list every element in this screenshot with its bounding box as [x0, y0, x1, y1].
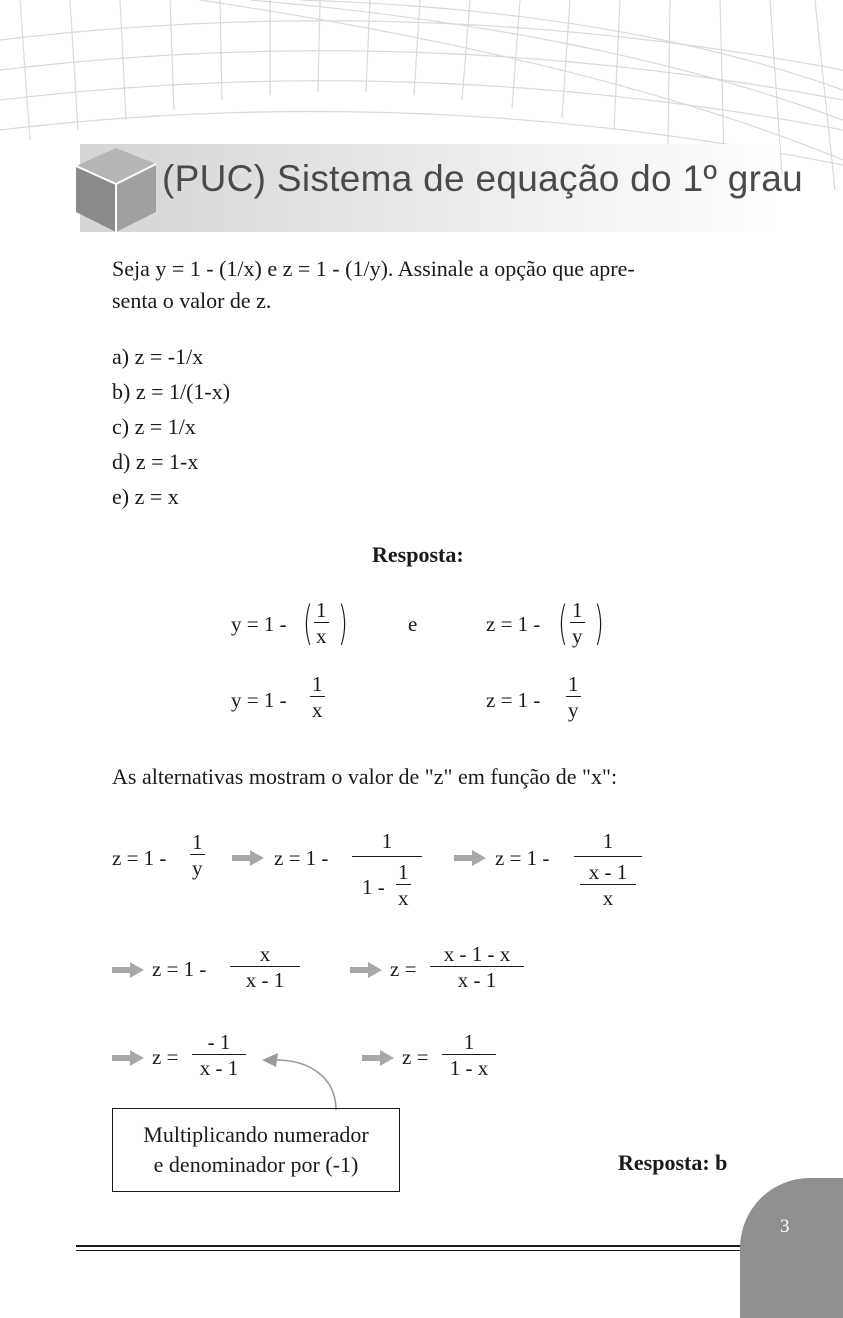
- step4-fraction: [230, 942, 300, 992]
- step5-num: x - 1 - x: [443, 942, 511, 966]
- note-line2: e denominador por (-1): [153, 1152, 359, 1177]
- step6-lhs: z =: [152, 1045, 179, 1069]
- answer-heading: Resposta:: [372, 542, 464, 567]
- step3-inner-den: x: [580, 884, 636, 910]
- row1-conjunction: e: [408, 612, 418, 636]
- explanation-text: As alternativas mostram o valor de "z" em função de "x":: [112, 764, 618, 789]
- step2-inner-num: 1: [398, 860, 409, 884]
- step4-den: x - 1: [230, 966, 300, 992]
- page-title: (PUC) Sistema de equação do 1º grau: [162, 158, 804, 199]
- step3-inner-fraction: [580, 860, 636, 910]
- cube-icon: [72, 140, 162, 236]
- row2-z-lhs: z = 1 -: [486, 688, 541, 712]
- arrow-right-icon: [350, 962, 382, 978]
- row2-y-num: 1: [312, 672, 323, 696]
- step3-main-bar: [574, 856, 642, 857]
- row1-z-close-paren: ): [594, 596, 604, 650]
- row1-z-fraction: [570, 598, 585, 648]
- option-b: b) z = 1/(1-x): [112, 379, 231, 404]
- step3-num: 1: [602, 829, 614, 853]
- step2-inner-fraction: [396, 860, 411, 910]
- row2-y-fraction: [310, 672, 325, 722]
- row1-y-fraction: [314, 598, 329, 648]
- option-c: c) z = 1/x: [112, 414, 196, 439]
- row1-y-lhs: y = 1 -: [231, 612, 287, 636]
- arrow-right-icon: [362, 1050, 394, 1066]
- row1-y-num: 1: [316, 598, 327, 622]
- step7-num: 1: [463, 1030, 475, 1054]
- row2-y-den: x: [312, 698, 323, 722]
- step1-lhs: z = 1 -: [112, 846, 167, 870]
- step2-lhs: z = 1 -: [274, 846, 329, 870]
- step2-main-bar: [352, 856, 422, 857]
- step1-fraction: [190, 830, 205, 880]
- row1-y-open-paren: (: [303, 596, 313, 650]
- row2-z-num: 1: [568, 672, 579, 696]
- step4-lhs: z = 1 -: [152, 957, 207, 981]
- arrow-right-icon: [232, 850, 264, 866]
- step2-num: 1: [381, 829, 393, 853]
- note-line1: Multiplicando numerador: [143, 1122, 369, 1147]
- annotation-arrow-icon: [250, 1048, 350, 1112]
- page-number-tab: [740, 1178, 843, 1318]
- step5-den: x - 1: [430, 966, 524, 992]
- arrow-right-icon: [112, 1050, 144, 1066]
- step6-num: - 1: [207, 1030, 231, 1054]
- option-d: d) z = 1-x: [112, 449, 199, 474]
- step5-fraction: [430, 942, 524, 992]
- option-e: e) z = x: [112, 484, 179, 509]
- question-text-line2: senta o valor de z.: [112, 288, 272, 313]
- option-a: a) z = -1/x: [112, 344, 204, 369]
- step4-num: x: [259, 942, 271, 966]
- question-text-line1: Seja y = 1 - (1/x) e z = 1 - (1/y). Assinale a opção que apre-: [112, 256, 635, 281]
- step6-fraction: [192, 1030, 246, 1080]
- page-number: 3: [780, 1216, 790, 1237]
- step2-inner-den: x: [398, 886, 409, 910]
- step3-inner-num: x - 1: [588, 860, 628, 884]
- row2-z-fraction: [566, 672, 581, 722]
- step7-fraction: [442, 1030, 496, 1080]
- row1-z-lhs: z = 1 -: [486, 612, 541, 636]
- row1-z-den: y: [572, 624, 583, 648]
- step3-lhs: z = 1 -: [495, 846, 550, 870]
- row1-z-num: 1: [572, 598, 583, 622]
- final-answer: Resposta: b: [618, 1150, 728, 1175]
- step1-den: y: [192, 856, 203, 880]
- step1-num: 1: [192, 830, 203, 854]
- row2-z-den: y: [568, 698, 579, 722]
- note-box: [112, 1108, 400, 1192]
- step2-inner-prefix: 1 -: [362, 875, 385, 899]
- footer-rule: [76, 1245, 766, 1247]
- arrow-right-icon: [454, 850, 486, 866]
- row1-y-den: x: [316, 624, 327, 648]
- step7-den: 1 - x: [442, 1054, 496, 1080]
- step6-den: x - 1: [192, 1054, 246, 1080]
- arrow-right-icon: [112, 962, 144, 978]
- row1-z-open-paren: (: [558, 596, 568, 650]
- row1-y-close-paren: ): [338, 596, 348, 650]
- row2-y-lhs: y = 1 -: [231, 688, 287, 712]
- footer-rule-thin: [76, 1250, 766, 1251]
- step5-lhs: z =: [390, 957, 417, 981]
- step7-lhs: z =: [402, 1045, 429, 1069]
